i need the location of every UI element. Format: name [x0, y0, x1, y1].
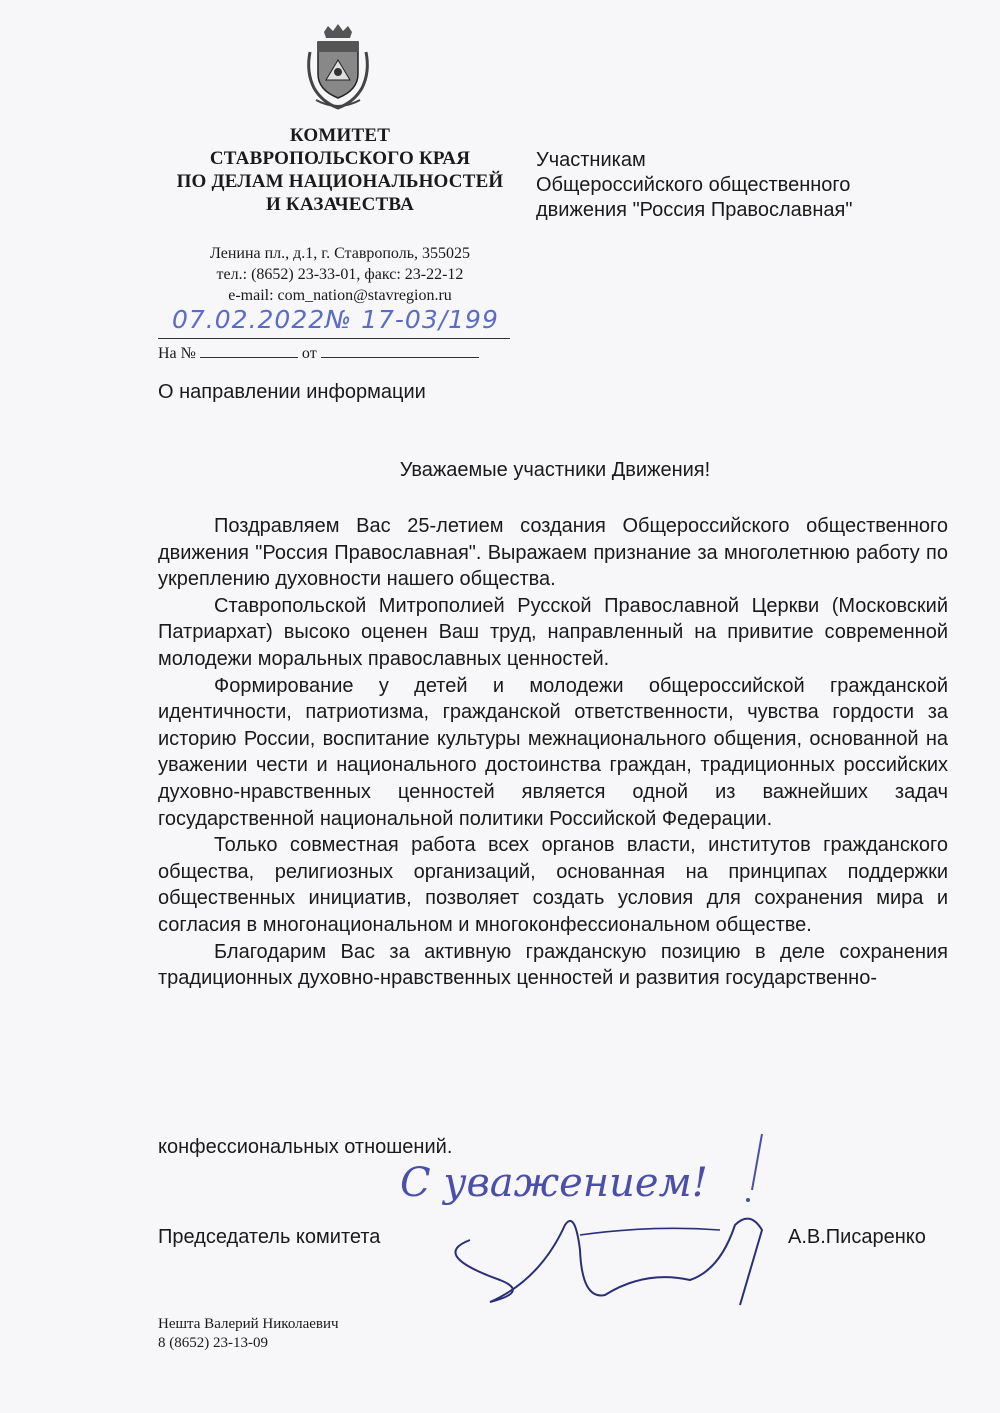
ref-number-label: На №	[158, 345, 196, 362]
signer-position: Председатель комитета	[158, 1226, 381, 1248]
letter-body	[158, 513, 948, 992]
recipient-line: Участникам	[536, 149, 646, 171]
letter-subject: О направлении информации	[158, 381, 426, 403]
ref-date-blank	[321, 343, 479, 358]
executor-block	[158, 1315, 339, 1353]
org-line: ПО ДЕЛАМ НАЦИОНАЛЬНОСТЕЙ	[176, 171, 504, 192]
reference-line	[158, 343, 518, 364]
outgoing-number-handwritten: 07.02.2022№ 17-03/199	[172, 305, 499, 334]
body-paragraph: Благодарим Вас за активную гражданскую позицию в деле сохранения традиционных духовно-нравственных ценностей и развития государственно-	[158, 940, 948, 990]
body-paragraph: Формирование у детей и молодежи общероссийской гражданской идентичности, патриотизма, гражданской ответственности, чувства гордости за историю России, воспитание культуры межнационального общения, основанной на уважении чести и национального достоинства граждан, традиционных российских духовно-нравственных ценностей является одной из важнейших задач государственной национальной политики Российской Федерации.	[158, 674, 948, 830]
org-email: e-mail: com_nation@stavregion.ru	[228, 287, 452, 304]
outgoing-underline	[158, 338, 510, 339]
org-address: Ленина пл., д.1, г. Ставрополь, 355025	[209, 245, 470, 262]
body-paragraph: Ставропольской Митрополией Русской Православной Церкви (Московский Патриархат) высоко оценен Ваш труд, направленный на привитие современной молодежи моральных православных ценностей.	[158, 594, 948, 670]
outgoing-number-field	[158, 305, 510, 339]
org-contacts	[150, 243, 530, 306]
org-line: И КАЗАЧЕСТВА	[265, 194, 415, 215]
ref-from-label: от	[301, 345, 317, 362]
org-line: КОМИТЕТ	[289, 125, 391, 146]
body-paragraph: Поздравляем Вас 25-летием создания Общероссийского общественного движения "Россия Православная". Выражаем признание за многолетнюю работу по укреплению духовности нашего общества.	[158, 515, 948, 591]
org-line: СТАВРОПОЛЬСКОГО КРАЯ	[209, 148, 471, 169]
recipient-line: Общероссийского общественного	[536, 174, 851, 196]
org-phone: тел.: (8652) 23-33-01, факс: 23-22-12	[216, 266, 464, 283]
coat-of-arms-icon	[300, 22, 376, 112]
recipient-block	[536, 148, 966, 223]
ref-number-blank	[200, 343, 298, 358]
executor-phone: 8 (8652) 23-13-09	[158, 1335, 268, 1351]
letter-greeting: Уважаемые участники Движения!	[399, 459, 711, 481]
organization-name	[150, 124, 530, 216]
executor-name: Нешта Валерий Николаевич	[158, 1316, 339, 1332]
handwritten-signature	[390, 1130, 790, 1320]
signer-name: А.В.Писаренко	[788, 1226, 926, 1248]
recipient-line: движения "Россия Православная"	[536, 199, 853, 221]
signature-handwritten-text: С уважением!	[400, 1160, 708, 1206]
closing-line: конфессиональных отношений.	[158, 1136, 453, 1158]
body-paragraph: Только совместная работа всех органов власти, институтов гражданского общества, религиозных организаций, основанная на принципах поддержки общественных инициатив, позволяет создать условия для сохранения мира и согласия в многонациональном и многоконфессиональном обществе.	[158, 834, 948, 936]
